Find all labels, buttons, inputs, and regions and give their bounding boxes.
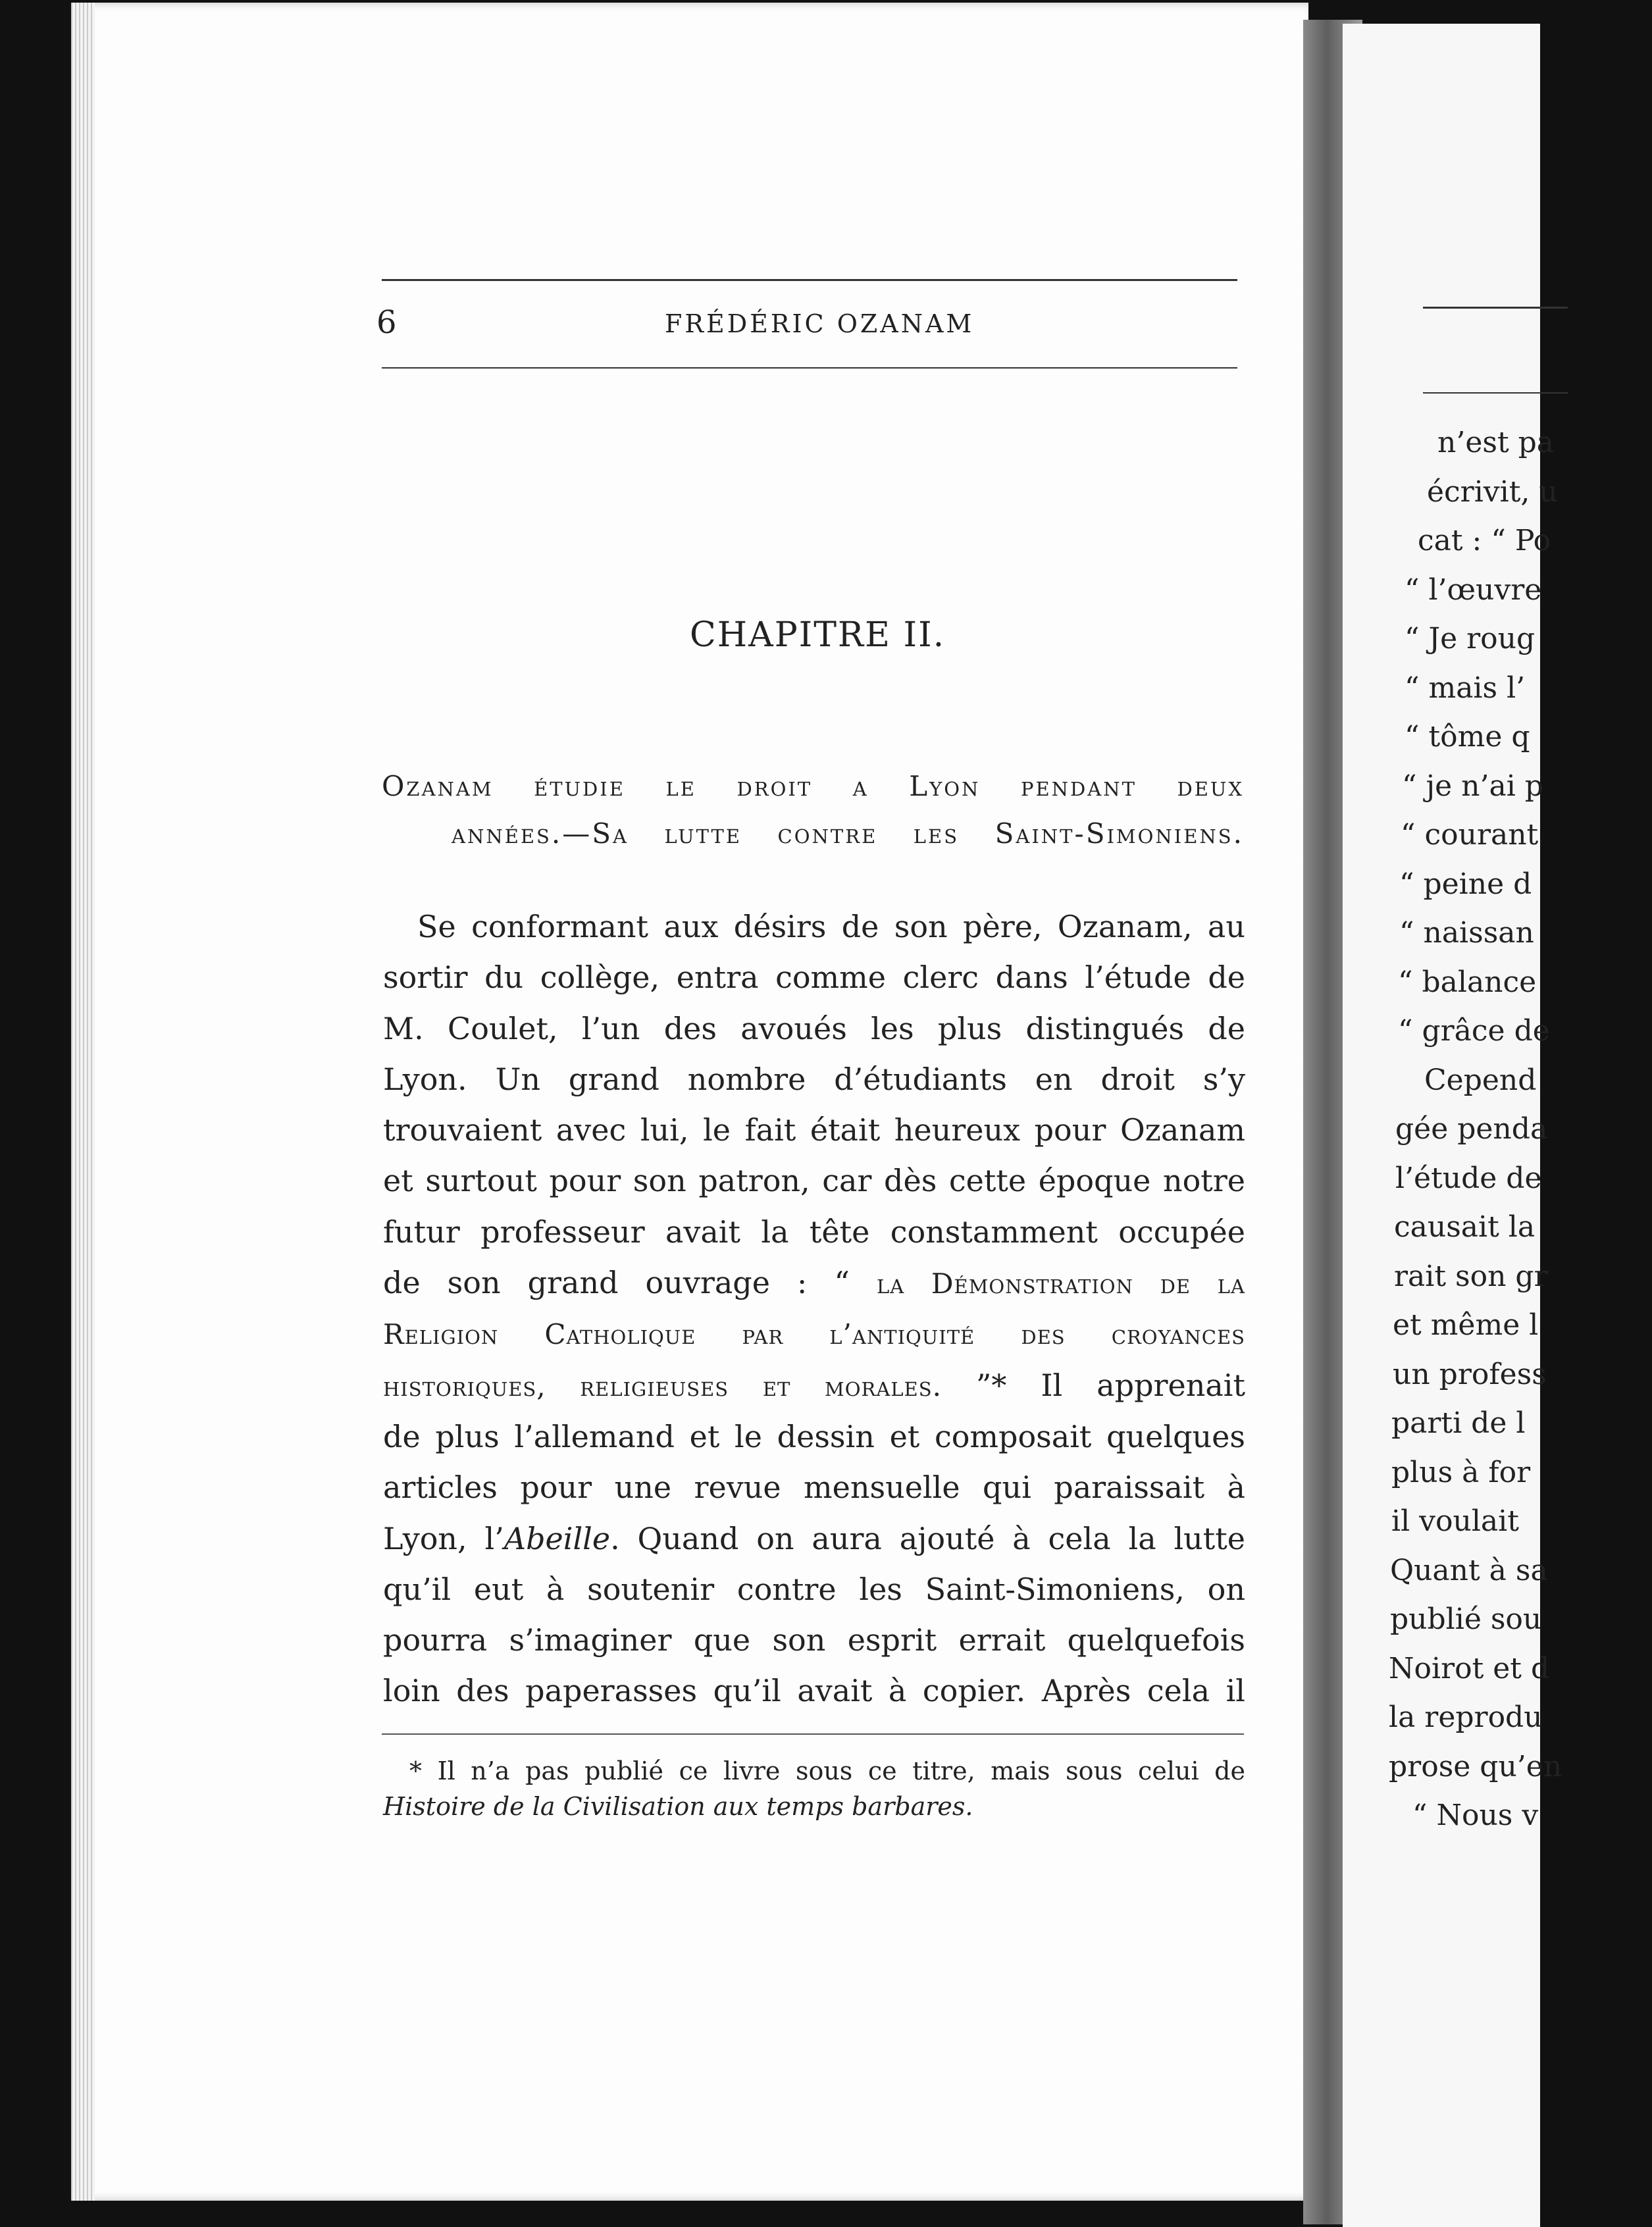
text-line: Se conformant aux désirs de son père, Ozanam, au [417,909,1245,944]
text-line: cat : “ Po [1418,524,1551,557]
text-line: écrivit, u [1427,474,1558,509]
text-line: et surtout pour son patron, car dès cette époque notre [383,1163,1245,1199]
text-line: sortir du collège, entra comme clerc dans l’étude de [383,960,1245,996]
italic-run: Abeille [503,1520,611,1556]
text-line: “ tôme q [1405,720,1530,754]
text-line: rait son gr [1394,1259,1548,1293]
footnote-line [383,1789,1245,1824]
text-line: “ grâce de [1398,1014,1550,1048]
text-line: Cepend [1424,1063,1537,1097]
text-line: Religion Catholique par l’antiquité des croyances [383,1318,1245,1351]
text-line: “ je n’ai p [1402,769,1543,803]
text-line: prose qu’en [1389,1749,1562,1783]
footnote-line: * Il n’a pas publié ce livre sous ce titre, mais sous celui de [409,1756,1245,1785]
text-line: loin des paperasses qu’il avait à copier. Après cela il [383,1673,1245,1709]
text-line: “ balance [1398,965,1537,999]
text-line: un profess [1393,1357,1547,1391]
header-rule-bottom [1423,392,1568,394]
text-line: et même l [1393,1308,1539,1342]
right-page [1343,24,1562,2227]
text-line [383,1360,1245,1412]
text-line: pourra s’imaginer que son esprit errait quelquefois [383,1622,1245,1658]
footnote [383,1753,1245,1824]
text-line: de plus l’allemand et le dessin et composait quelques [383,1418,1245,1454]
header-rule-top [382,279,1237,281]
footnote-rule [382,1733,1244,1735]
text-line: “ l’œuvre [1405,573,1542,607]
text-line: “ mais l’ [1405,671,1526,705]
text-line: parti de l [1391,1406,1526,1440]
footnote-italic: Histoire de la Civilisation aux temps barbares. [383,1792,973,1821]
right-page-text [1389,419,1652,1841]
text-line: articles pour une revue mensuelle qui paraissait à [383,1470,1245,1506]
text-run: de son grand ouvrage : “ [383,1265,850,1301]
header-rule-top [1423,307,1568,309]
text-line [383,1258,1245,1309]
text-line: “ naissan [1399,916,1534,950]
text-line: l’étude de [1395,1161,1542,1195]
chapter-subtitle-line: Ozanam étudie le droit a Lyon pendant deux [382,770,1244,802]
book-title-run: la Démonstration de la [876,1267,1245,1300]
text-line: Quant à sa [1390,1553,1548,1587]
text-line: n’est pa [1437,426,1555,459]
text-run: ”* Il apprenait [975,1367,1245,1403]
text-line: plus à for [1391,1455,1531,1489]
page-number: 6 [376,304,397,341]
text-line: la reprodu [1389,1701,1543,1734]
text-line: “ Nous v [1412,1799,1539,1832]
text-line: publié sou [1390,1602,1542,1636]
book-title-run: historiques, religieuses et morales. [383,1369,942,1402]
header-rule-bottom [382,367,1237,369]
text-line: “ courant [1401,818,1539,852]
chapter-subtitle-line: années.—Sa lutte contre les Saint-Simoniens. [452,817,1244,850]
text-run: Lyon, l’ [383,1520,504,1556]
text-line: “ Je roug [1405,622,1536,655]
text-line: gée penda [1395,1112,1548,1146]
body-paragraph [383,902,1245,1717]
text-line: M. Coulet, l’un des avoués les plus distingués de [383,1010,1245,1046]
text-line: causait la [1394,1210,1536,1244]
chapter-title: CHAPITRE II. [690,615,946,655]
text-line: Noirot et d [1389,1651,1550,1685]
running-head: FRÉDÉRIC OZANAM [665,309,975,338]
text-line [383,1514,1245,1564]
text-line: qu’il eut à soutenir contre les Saint-Simoniens, on [383,1571,1245,1607]
text-line: Lyon. Un grand nombre d’étudiants en droit s’y [383,1061,1245,1097]
text-line: “ peine d [1399,867,1532,901]
text-line: il voulait [1391,1504,1519,1538]
page-edges [71,3,95,2201]
text-line: trouvaient avec lui, le fait était heureux pour Ozanam [383,1112,1245,1148]
text-line: futur professeur avait la tête constamment occupée [383,1214,1245,1250]
text-run: . Quand on aura ajouté à cela la lutte [610,1520,1245,1556]
